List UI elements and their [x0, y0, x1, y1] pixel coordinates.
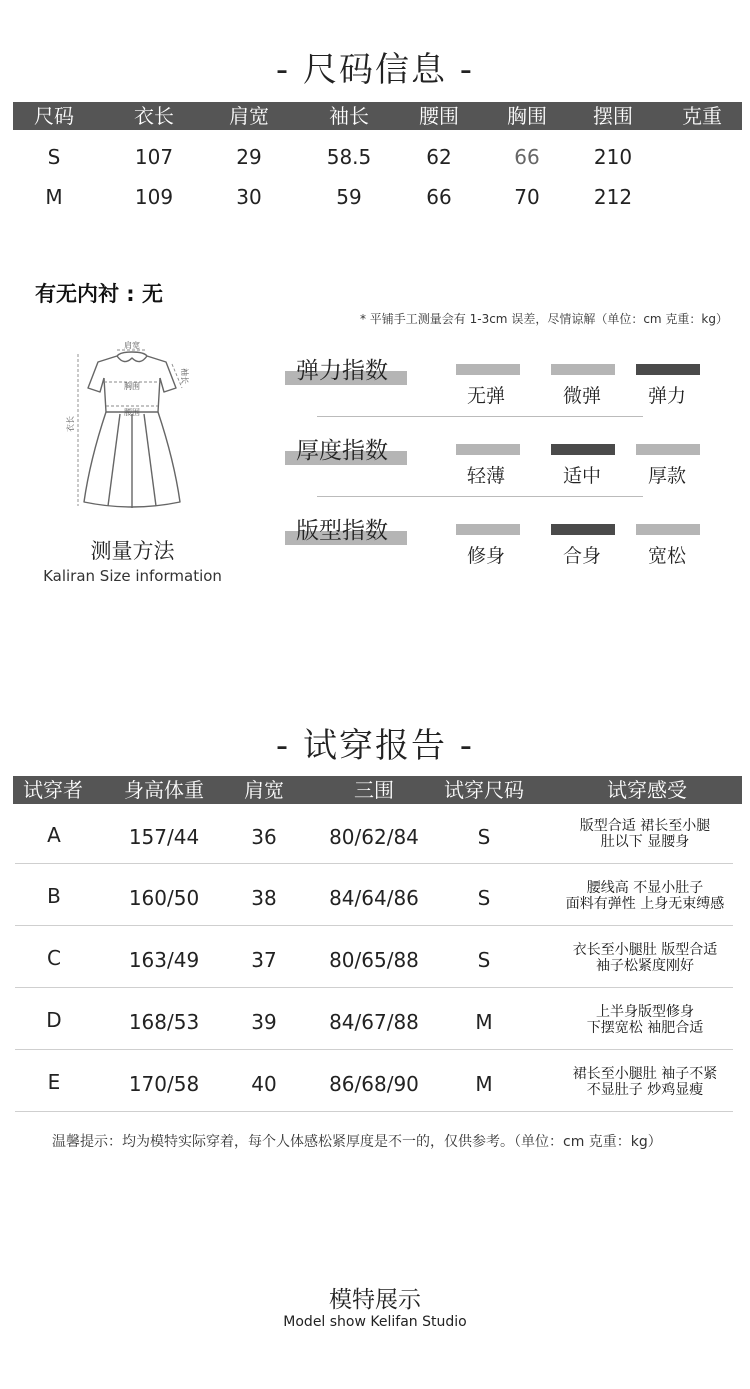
trial-shoulder: 37	[251, 948, 277, 972]
thickness-option-label: 轻薄	[466, 465, 505, 487]
thickness-option-label: 厚款	[647, 465, 686, 487]
fit-option-bar	[636, 524, 700, 535]
diagram-label-sleeve: 袖长	[180, 368, 189, 384]
row-divider	[15, 925, 733, 926]
row-divider	[15, 863, 733, 864]
size-header-cell: 腰围	[419, 104, 459, 128]
fit-option-label: 宽松	[647, 545, 686, 567]
model-show-subtitle: Model show Kelifan Studio	[283, 1314, 467, 1330]
trial-section-title: - 试穿报告 -	[275, 726, 475, 766]
trial-header-cell: 肩宽	[244, 778, 284, 802]
fit-index-label: 版型指数	[285, 512, 407, 546]
method-title: 测量方法	[90, 539, 175, 563]
trial-measurements: 84/64/86	[329, 886, 419, 910]
trial-size: S	[477, 886, 491, 910]
size-cell: 210	[593, 145, 633, 169]
trial-height-weight: 163/49	[128, 948, 200, 972]
trial-table-header	[13, 776, 742, 804]
thickness-option-bar	[636, 444, 700, 455]
size-cell: 107	[134, 145, 174, 169]
elasticity-option-label: 微弹	[562, 385, 601, 407]
size-header-cell: 衣长	[134, 104, 174, 128]
trial-measurements: 80/65/88	[329, 948, 419, 972]
elasticity-option-bar	[636, 364, 700, 375]
method-subtitle: Kaliran Size information	[43, 567, 222, 585]
trial-feedback: 衣长至小腿肚 版型合适 袖子松紧度刚好	[572, 942, 718, 974]
index-divider	[317, 416, 643, 417]
trial-height-weight: 157/44	[128, 825, 200, 849]
trial-header-cell: 身高体重	[124, 778, 204, 802]
thickness-option-label: 适中	[562, 465, 601, 487]
size-header-cell: 袖长	[329, 104, 369, 128]
trial-person: B	[47, 884, 61, 908]
trial-feedback: 版型合适 裙长至小腿 肚以下 显腰身	[579, 818, 711, 850]
size-cell: 70	[514, 185, 540, 209]
trial-header-cell: 试穿尺码	[444, 778, 524, 802]
dress-diagram-icon	[62, 340, 202, 520]
size-header-cell: 肩宽	[229, 104, 269, 128]
trial-height-weight: 170/58	[128, 1072, 200, 1096]
index-divider	[317, 496, 643, 497]
trial-person: A	[47, 823, 61, 847]
trial-feedback: 腰线高 不显小肚子 面料有弹性 上身无束缚感	[565, 880, 725, 912]
size-cell: S	[47, 145, 61, 169]
elasticity-option-label: 无弹	[466, 385, 505, 407]
trial-person: E	[47, 1070, 61, 1094]
trial-measurements: 84/67/88	[329, 1010, 419, 1034]
fit-option-bar	[456, 524, 520, 535]
trial-header-cell: 三围	[354, 778, 394, 802]
trial-feedback: 裙长至小腿肚 袖子不紧 不显肚子 炒鸡显瘦	[572, 1066, 718, 1098]
elasticity-option-bar	[551, 364, 615, 375]
row-divider	[15, 1049, 733, 1050]
thickness-option-bar	[456, 444, 520, 455]
trial-measurements: 80/62/84	[329, 825, 419, 849]
size-cell: 66	[514, 145, 540, 169]
trial-shoulder: 40	[251, 1072, 277, 1096]
elasticity-option-label: 弹力	[647, 385, 686, 407]
diagram-label-length: 衣长	[66, 416, 75, 432]
size-cell: 59	[336, 185, 362, 209]
thickness-index-label: 厚度指数	[285, 432, 407, 466]
size-cell: 66	[426, 185, 452, 209]
model-show-title: 模特展示	[329, 1287, 421, 1313]
size-cell: 29	[236, 145, 262, 169]
trial-header-cell: 试穿者	[23, 778, 83, 802]
size-header-cell: 克重	[682, 104, 722, 128]
warm-tip: 温馨提示：均为模特实际穿着，每个人体感松紧厚度是不一的，仅供参考。（单位：cm 克重：kg）	[52, 1134, 662, 1150]
thickness-option-bar	[551, 444, 615, 455]
lining-info: 有无内衬 : 无	[35, 282, 164, 306]
trial-height-weight: 168/53	[128, 1010, 200, 1034]
size-table-header	[13, 102, 742, 130]
fit-option-bar	[551, 524, 615, 535]
size-header-cell: 尺码	[34, 104, 74, 128]
size-cell: 30	[236, 185, 262, 209]
trial-height-weight: 160/50	[128, 886, 200, 910]
trial-measurements: 86/68/90	[329, 1072, 419, 1096]
trial-person: D	[46, 1008, 62, 1032]
elasticity-index-label: 弹力指数	[285, 352, 407, 386]
trial-size: M	[475, 1072, 493, 1096]
trial-size: S	[477, 825, 491, 849]
diagram-label-chest: 胸围	[124, 382, 140, 391]
size-header-cell: 摆围	[593, 104, 633, 128]
size-cell: 58.5	[326, 145, 372, 169]
size-cell: 212	[593, 185, 633, 209]
trial-size: S	[477, 948, 491, 972]
trial-shoulder: 39	[251, 1010, 277, 1034]
trial-shoulder: 36	[251, 825, 277, 849]
trial-size: M	[475, 1010, 493, 1034]
row-divider	[15, 1111, 733, 1112]
trial-header-cell: 试穿感受	[607, 778, 687, 802]
elasticity-option-bar	[456, 364, 520, 375]
size-section-title: - 尺码信息 -	[275, 50, 475, 90]
trial-feedback: 上半身版型修身 下摆宽松 袖肥合适	[586, 1004, 704, 1036]
fit-option-label: 合身	[562, 545, 601, 567]
fit-option-label: 修身	[466, 545, 505, 567]
measurement-note: * 平铺手工测量会有 1-3cm 误差，尽情谅解（单位：cm 克重：kg）	[359, 312, 728, 326]
row-divider	[15, 987, 733, 988]
trial-person: C	[47, 946, 61, 970]
diagram-label-waist: 腰围	[124, 408, 140, 417]
diagram-label-shoulder: 肩宽	[124, 341, 140, 350]
size-cell: 62	[426, 145, 452, 169]
size-cell: 109	[134, 185, 174, 209]
size-header-cell: 胸围	[507, 104, 547, 128]
trial-shoulder: 38	[251, 886, 277, 910]
size-cell: M	[45, 185, 63, 209]
